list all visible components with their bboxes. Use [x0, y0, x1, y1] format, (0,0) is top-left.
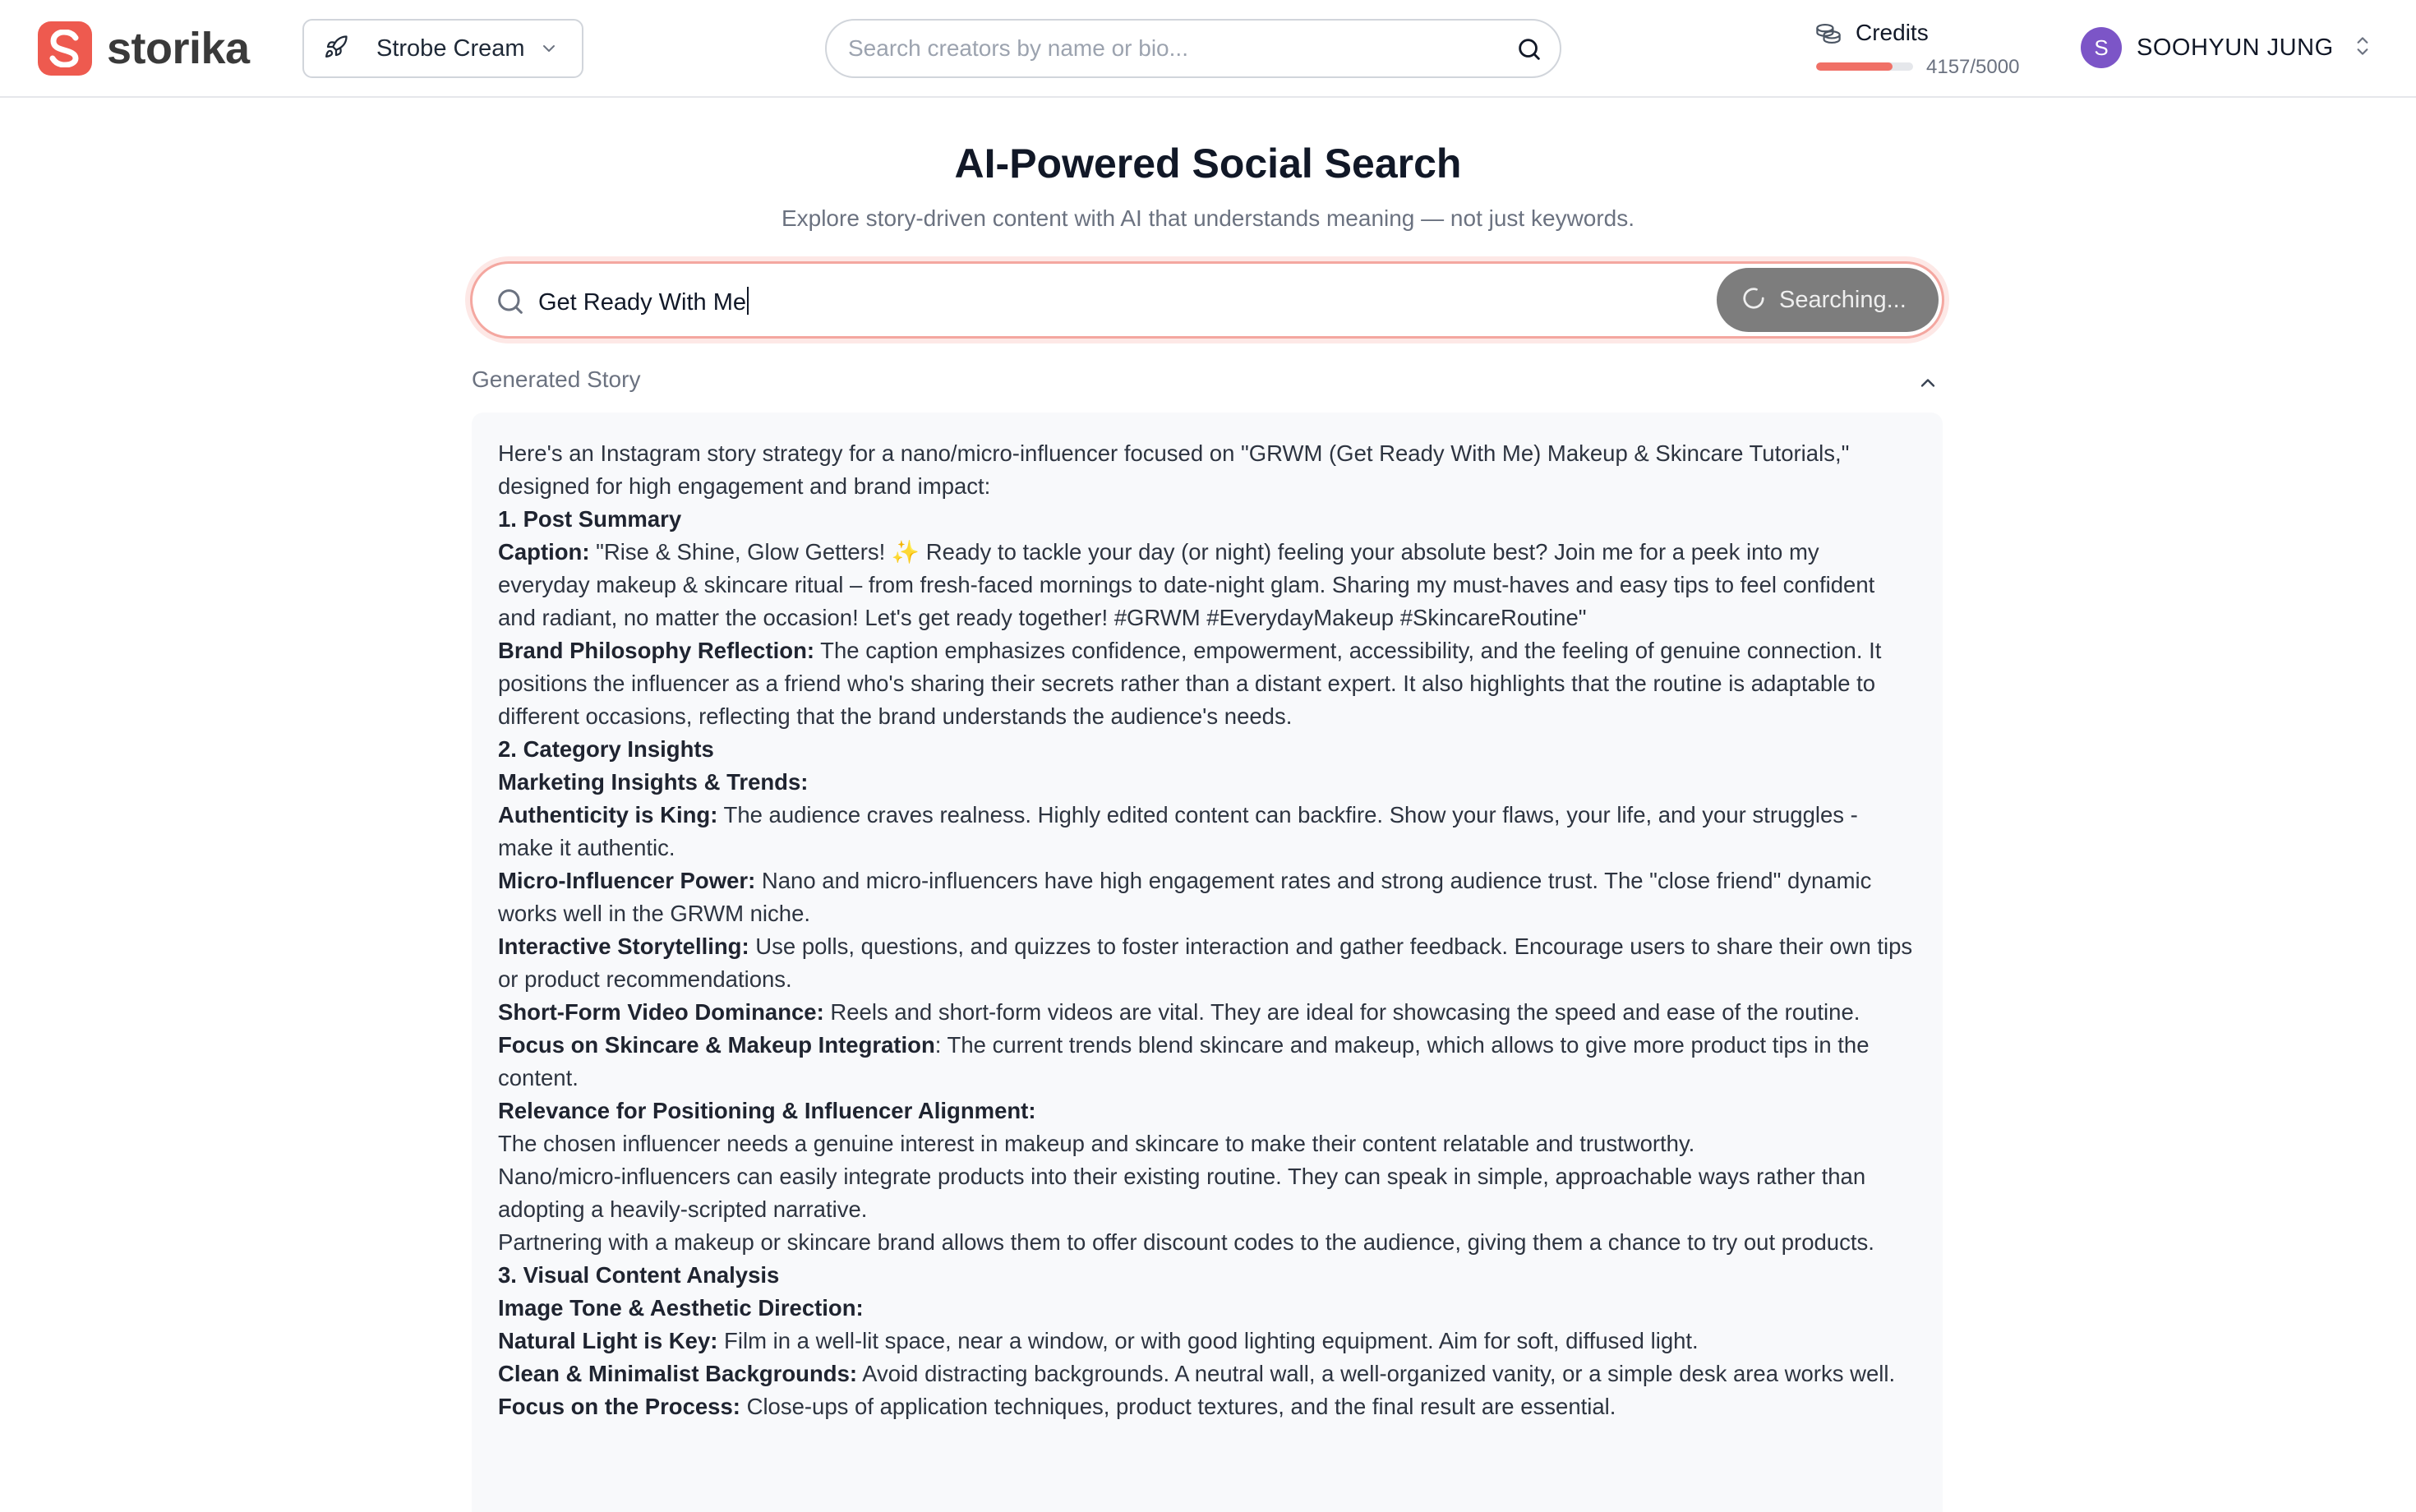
story-paragraph — [498, 1127, 1916, 1160]
brand-selector[interactable] — [302, 19, 583, 78]
story-paragraph-heading: Authenticity is King: — [498, 802, 718, 827]
user-name: SOOHYUN JUNG — [2137, 34, 2334, 61]
ai-search-value: Get Ready With Me — [538, 289, 747, 316]
story-paragraph — [498, 503, 1916, 536]
story-paragraph — [498, 1325, 1916, 1358]
chevron-up-icon — [1916, 371, 1939, 399]
coins-icon — [1814, 21, 1842, 50]
story-paragraph-text: Avoid distracting backgrounds. A neutral wall, a well-organized vanity, or a simple desk area works well. — [857, 1361, 1896, 1386]
story-paragraph-heading: 1. Post Summary — [498, 506, 682, 532]
story-paragraph-heading: Micro-Influencer Power: — [498, 868, 756, 893]
story-paragraph — [498, 766, 1916, 799]
story-paragraph — [498, 1226, 1916, 1259]
story-paragraph-heading: Relevance for Positioning & Influencer Alignment: — [498, 1098, 1036, 1123]
search-icon — [494, 285, 527, 322]
chevron-down-icon — [539, 39, 559, 62]
text-caret — [747, 287, 749, 315]
credits-label: Credits — [1856, 20, 1929, 45]
creator-search-input[interactable] — [848, 35, 1505, 62]
story-paragraph — [498, 930, 1916, 996]
chevron-up-down-icon — [2352, 34, 2373, 62]
brand-selector-label: Strobe Cream — [376, 35, 525, 62]
story-paragraph-heading: Focus on the Process: — [498, 1394, 740, 1419]
story-paragraph-heading: 2. Category Insights — [498, 736, 714, 762]
story-paragraph-heading: Natural Light is Key: — [498, 1328, 718, 1353]
story-paragraph — [498, 437, 1916, 503]
credits-progress-fill — [1816, 62, 1893, 71]
story-paragraph — [498, 536, 1916, 634]
story-paragraph — [498, 1292, 1916, 1325]
spinner-icon — [1741, 286, 1766, 315]
story-paragraph-text: "Rise & Shine, Glow Getters! ✨ Ready to tackle your day (or night) feeling your absolute best? Join me for a peek into my everyday makeup & skincare ritual – from fresh-faced mornings to date-night glam. Sharing my must-haves and easy tips to feel confident and radiant, no matter the occasion! Let's get ready together! #GRWM #EverydayMakeup #SkincareRoutine" — [498, 539, 1875, 630]
story-paragraph — [498, 634, 1916, 733]
story-paragraph-text: Partnering with a makeup or skincare brand allows them to offer discount codes to the audience, giving them a chance to try out products. — [498, 1229, 1874, 1255]
creator-search — [825, 19, 1561, 78]
generated-story-panel — [472, 413, 1943, 1512]
generated-story-toggle[interactable] — [472, 366, 1943, 399]
story-paragraph-text: Use polls, questions, and quizzes to foster interaction and gather feedback. Encourage users to share their own tips or product recommendations. — [498, 933, 1913, 992]
search-icon[interactable] — [1515, 35, 1543, 67]
user-menu[interactable] — [2081, 26, 2373, 69]
avatar: S — [2081, 27, 2122, 68]
story-paragraph — [498, 1390, 1916, 1423]
ai-search-input[interactable] — [538, 287, 749, 316]
logo-text: storika — [107, 24, 250, 73]
story-paragraph-heading: Image Tone & Aesthetic Direction: — [498, 1295, 864, 1321]
story-paragraph-text: The chosen influencer needs a genuine interest in makeup and skincare to make their content relatable and trustworthy. — [498, 1131, 1695, 1156]
credits-widget — [1814, 16, 2036, 82]
top-bar — [0, 0, 2416, 98]
story-paragraph-text: Nano/micro-influencers can easily integrate products into their existing routine. They can speak in simple, approachable ways rather than adopting a heavily-scripted narrative. — [498, 1164, 1866, 1222]
story-paragraph — [498, 1160, 1916, 1226]
story-paragraph — [498, 1358, 1916, 1390]
page-subtitle: Explore story-driven content with AI that understands meaning — not just keywords. — [781, 205, 1635, 231]
generated-story-label: Generated Story — [472, 366, 641, 392]
story-paragraph — [498, 864, 1916, 930]
story-paragraph-text: Film in a well-lit space, near a window, or with good lighting equipment. Aim for soft, diffused light. — [717, 1328, 1699, 1353]
story-paragraph-text: The audience craves realness. Highly edited content can backfire. Show your flaws, your life, and your struggles - make it authentic. — [498, 802, 1858, 860]
story-paragraph-text: Close-ups of application techniques, product textures, and the final result are essential. — [740, 1394, 1616, 1419]
story-paragraph — [498, 1259, 1916, 1292]
story-paragraph-heading: Focus on Skincare & Makeup Integration — [498, 1032, 935, 1058]
page-title: AI-Powered Social Search — [954, 141, 1462, 187]
ai-search-bar — [470, 261, 1944, 339]
searching-button-label: Searching... — [1779, 286, 1907, 313]
story-paragraph-heading: Short-Form Video Dominance: — [498, 999, 824, 1025]
story-paragraph-heading: Marketing Insights & Trends: — [498, 769, 809, 795]
story-paragraph-text: Reels and short-form videos are vital. They are ideal for showcasing the speed and ease of the routine. — [823, 999, 1860, 1025]
rocket-icon — [324, 35, 348, 63]
story-paragraph-heading: Caption: — [498, 539, 590, 565]
credits-progress-bar — [1816, 62, 1913, 71]
story-paragraph-heading: Interactive Storytelling: — [498, 933, 749, 959]
searching-button[interactable] — [1717, 268, 1939, 332]
story-paragraph-text: Here's an Instagram story strategy for a nano/micro-influencer focused on "GRWM (Get Ready With Me) Makeup & Skincare Tutorials," designed for high engagement and brand impact: — [498, 440, 1850, 499]
story-paragraph — [498, 799, 1916, 864]
story-paragraph-text: The caption emphasizes confidence, empowerment, accessibility, and the feeling of genuine connection. It positions the influencer as a friend who's sharing their secrets rather than a distant expert. It also highlights that the routine is adaptable to different occasions, reflecting that the brand understands the audience's needs. — [498, 638, 1882, 729]
storika-logo-icon — [38, 21, 92, 76]
story-paragraph-heading: Brand Philosophy Reflection: — [498, 638, 815, 663]
logo[interactable] — [38, 21, 250, 76]
credits-count: 4157/5000 — [1926, 56, 2020, 78]
story-paragraph-text: : The current trends blend skincare and makeup, which allows to give more product tips in the content. — [498, 1032, 1870, 1090]
story-paragraph-text: Nano and micro-influencers have high engagement rates and strong audience trust. The "close friend" dynamic works well in the GRWM niche. — [498, 868, 1872, 926]
story-paragraph — [498, 1095, 1916, 1127]
story-paragraph — [498, 1029, 1916, 1095]
story-paragraph — [498, 733, 1916, 766]
story-paragraph — [498, 996, 1916, 1029]
story-paragraph-heading: Clean & Minimalist Backgrounds: — [498, 1361, 858, 1386]
story-paragraph-heading: 3. Visual Content Analysis — [498, 1262, 780, 1288]
